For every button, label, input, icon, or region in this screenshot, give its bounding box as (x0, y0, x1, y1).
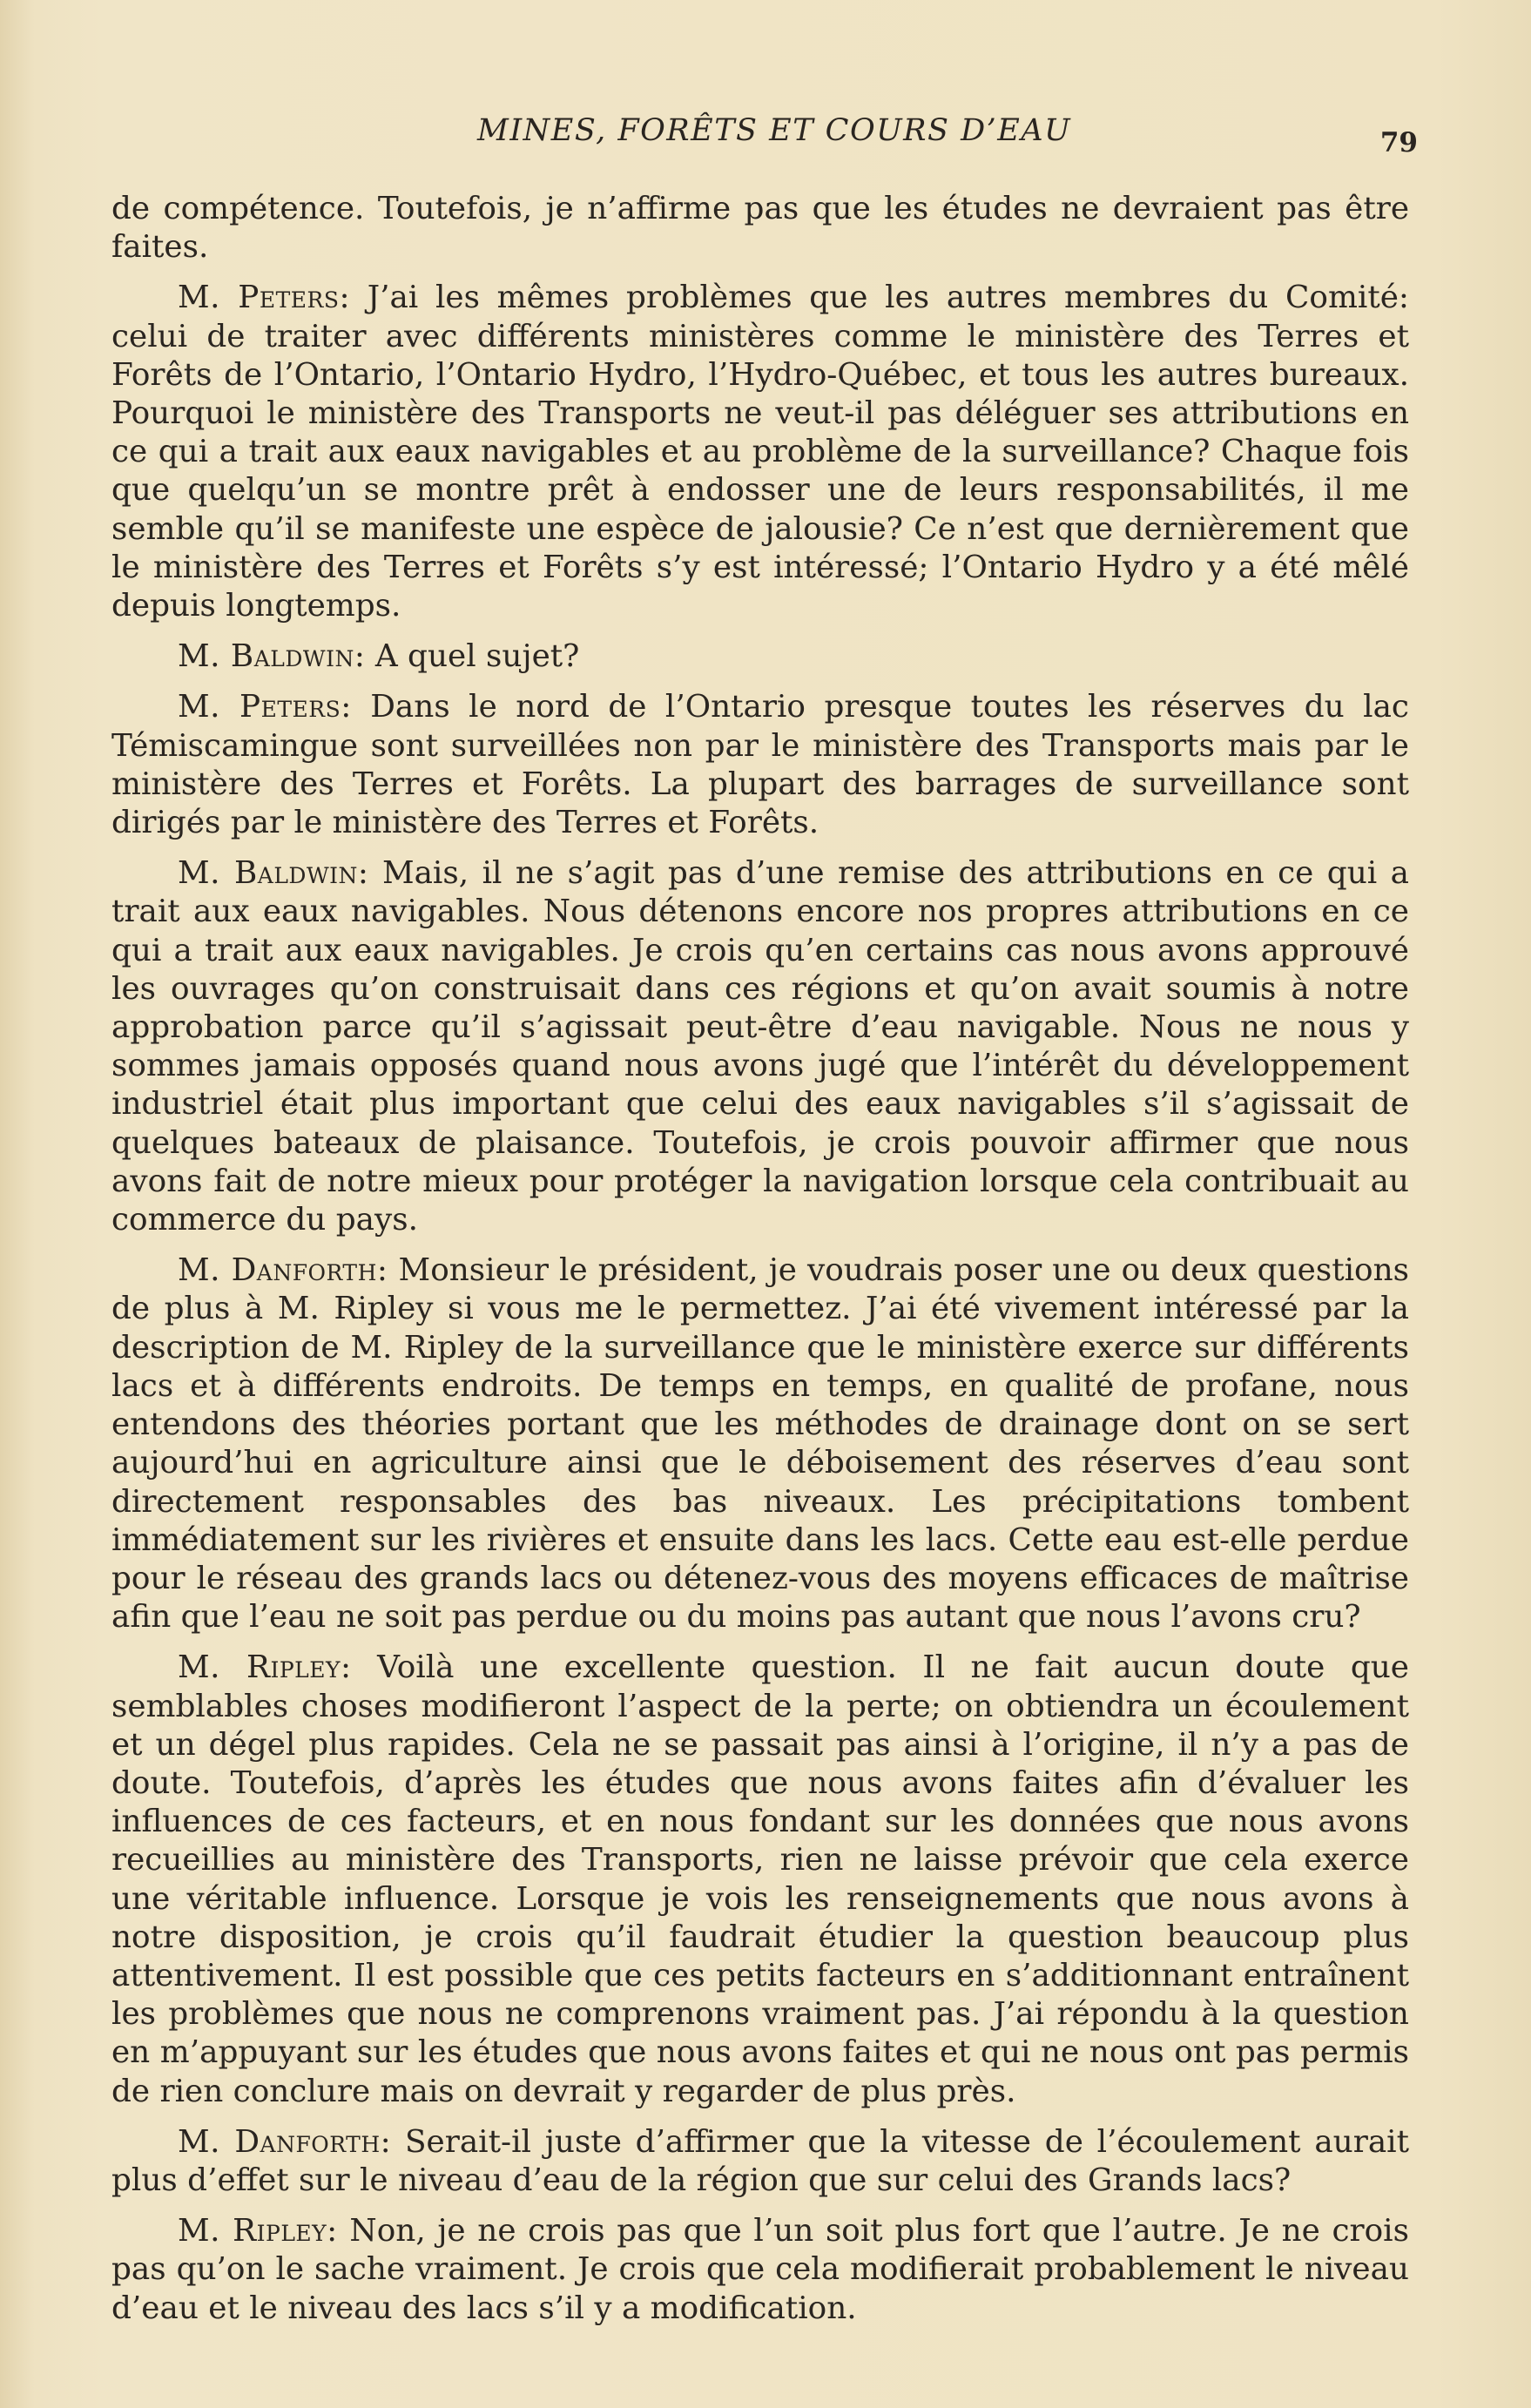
speaker-name: M. Baldwin: (178, 638, 366, 675)
speaker-name: M. Peters: (178, 689, 352, 725)
paragraph (111, 279, 1409, 625)
body-text (111, 190, 1409, 2340)
page-header (111, 113, 1418, 165)
speaker-name: M. Peters: (178, 280, 351, 316)
paragraph-text: A quel sujet? (374, 638, 580, 675)
speaker-name: M. Baldwin: (178, 855, 369, 892)
paragraph (111, 2123, 1409, 2200)
paragraph (111, 688, 1409, 842)
paragraph (111, 190, 1409, 266)
paragraph (111, 1251, 1409, 1636)
paragraph-text: Monsieur le président, je voudrais poser une ou deux questions de plus à M. Ripley si vous me le permettez. J’ai été vivement intéressé par la description de M. Ripley de la surveillance que le ministère exerce sur différents lacs et à différents endroits. De temps en temps, en qualité de profane, nous entendons des théories portant que les méthodes de drainage dont on se sert aujourd’hui en agriculture ainsi que le déboisement des réserves d’eau sont directement responsables des bas niveaux. Les précipitations tombent immédiatement sur les rivières et ensuite dans les lacs. Cette eau est-elle perdue pour le réseau des grands lacs ou détenez-vous des moyens efficaces de maîtrise afin que l’eau ne soit pas perdue ou du moins pas autant que nous l’avons cru? (111, 1252, 1410, 1636)
paragraph-text: Serait-il juste d’affirmer que la vitesse de l’écoulement aurait plus d’effet sur le niveau d’eau de la région que sur celui des Grands lacs? (111, 2123, 1409, 2198)
paragraph-text: Non, je ne crois pas que l’un soit plus fort que l’autre. Je ne crois pas qu’on le sache vraiment. Je crois que cela modifierait probablement le niveau d’eau et le niveau des lacs s’il y a modification. (111, 2213, 1409, 2326)
running-title: MINES, FORÊTS ET COURS D’EAU (477, 113, 1072, 148)
speaker-name: M. Danforth: (178, 1252, 388, 1289)
paragraph-text: Dans le nord de l’Ontario presque toutes les réserves du lac Témiscamingue sont surveillées non par le ministère des Transports mais par le ministère des Terres et Forêts. La plupart des barrages de surveillance sont dirigés par le ministère des Terres et Forêts. (111, 689, 1409, 841)
speaker-name: M. Danforth: (178, 2123, 392, 2160)
speaker-name: M. Ripley: (178, 2213, 338, 2249)
paragraph-text: Mais, il ne s’agit pas d’une remise des attributions en ce qui a trait aux eaux navigables. Nous détenons encore nos propres attributions en ce qui a trait aux eaux navigables. Je crois qu’en certains cas nous avons approuvé les ouvrages qu’on construisait dans ces régions et qu’on avait soumis à notre approbation parce qu’il s’agissait peut-être d’eau navigable. Nous ne nous y sommes jamais opposés quand nous avons jugé que l’intérêt du développement industriel était plus important que celui des eaux navigables s’il s’agissait de quelques bateaux de plaisance. Toutefois, je crois pouvoir affirmer que nous avons fait de notre mieux pour protéger la navigation lorsque cela contribuait au commerce du pays. (111, 855, 1409, 1238)
speaker-name: M. Ripley: (178, 1649, 352, 1686)
paragraph (111, 854, 1409, 1239)
paragraph (111, 2212, 1409, 2328)
paragraph-text: Voilà une excellente question. Il ne fait aucun doute que semblables choses modifieront l’aspect de la perte; on obtiendra un écoulement et un dégel plus rapides. Cela ne se passait pas ainsi à l’origine, il n’y a pas de doute. Toutefois, d’après les études que nous avons faites afin d’évaluer les influences de ces facteurs, et en nous fondant sur les données que nous avons recueillies au ministère des Transports, rien ne laisse prévoir que cela exerce une véritable influence. Lorsque je vois les renseignements que nous avons à notre disposition, je crois qu’il faudrait étudier la question beaucoup plus attentivement. Il est possible que ces petits facteurs en s’additionnant entraînent les problèmes que nous ne comprenons vraiment pas. J’ai répondu à la question en m’appuyant sur les études que nous avons faites et qui ne nous ont pas permis de rien conclure mais on devrait y regarder de plus près. (111, 1649, 1409, 2109)
paragraph (111, 637, 1409, 676)
paragraph (111, 1649, 1409, 2110)
page-number: 79 (1379, 127, 1418, 159)
paragraph-text: J’ai les mêmes problèmes que les autres membres du Comité: celui de traiter avec différents ministères comme le ministère des Terres et Forêts de l’Ontario, l’Ontario Hydro, l’Hydro-Québec, et tous les autres bureaux. Pourquoi le ministère des Transports ne veut-il pas déléguer ses attributions en ce qui a trait aux eaux navigables et au problème de la surveillance? Chaque fois que quelqu’un se montre prêt à endosser une de leurs responsabilités, il me semble qu’il se manifeste une espèce de jalousie? Ce n’est que dernièrement que le ministère des Terres et Forêts s’y est intéressé; l’Ontario Hydro y a été mêlé depuis longtemps. (111, 280, 1409, 624)
paragraph-text: de compétence. Toutefois, je n’affirme pas que les études ne devraient pas être faites. (111, 191, 1409, 266)
